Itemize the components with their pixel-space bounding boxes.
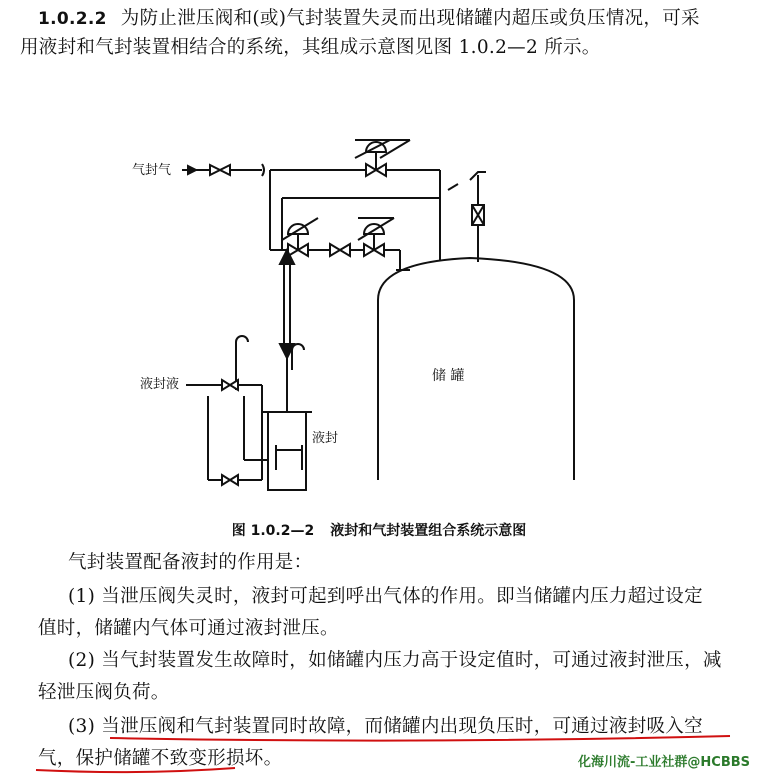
item-2-line-2: 轻泄压阀负荷。 [38, 682, 170, 703]
body-heading: 气封装置配备液封的作用是： [68, 552, 313, 573]
intro-line-2: 用液封和气封装置相结合的系统，其组成示意图见图 1.0.2—2 所示。 [20, 37, 601, 58]
item-3-line-1: (3) 当泄压阀和气封装置同时故障，而储罐内出现负压时，可通过液封吸入空 [68, 716, 703, 737]
figure-caption [0, 520, 758, 540]
label-liquid-seal: 液封 [312, 431, 339, 446]
label-tank: 储 罐 [432, 368, 465, 384]
watermark: 化海川流-工业社群@HCBBS [578, 755, 750, 770]
figure-number: 图 1.0.2—2 [231, 523, 315, 539]
label-gas-seal-gas: 气封气 [132, 163, 172, 178]
figure-title: 液封和气封装置组合系统示意图 [330, 523, 527, 539]
storage-tank-shell [378, 258, 574, 480]
intro-text-1: 为防止泄压阀和(或)气封装置失灵而出现储罐内超压或负压情况，可采 [120, 8, 700, 29]
item-2-line-1: (2) 当气封装置发生故障时，如储罐内压力高于设定值时，可通过液封泄压，减 [68, 650, 722, 671]
item-1-line-1: (1) 当泄压阀失灵时，液封可起到呼出气体的作用。即当储罐内压力超过设定 [68, 586, 703, 607]
item-1-line-2: 值时，储罐内气体可通过液封泄压。 [38, 618, 339, 639]
item-3-line-2: 气，保护储罐不致变形损坏。 [38, 748, 283, 769]
section-number: 1.0.2.2 [38, 9, 107, 29]
label-liquid-seal-liquid: 液封液 [140, 377, 180, 392]
